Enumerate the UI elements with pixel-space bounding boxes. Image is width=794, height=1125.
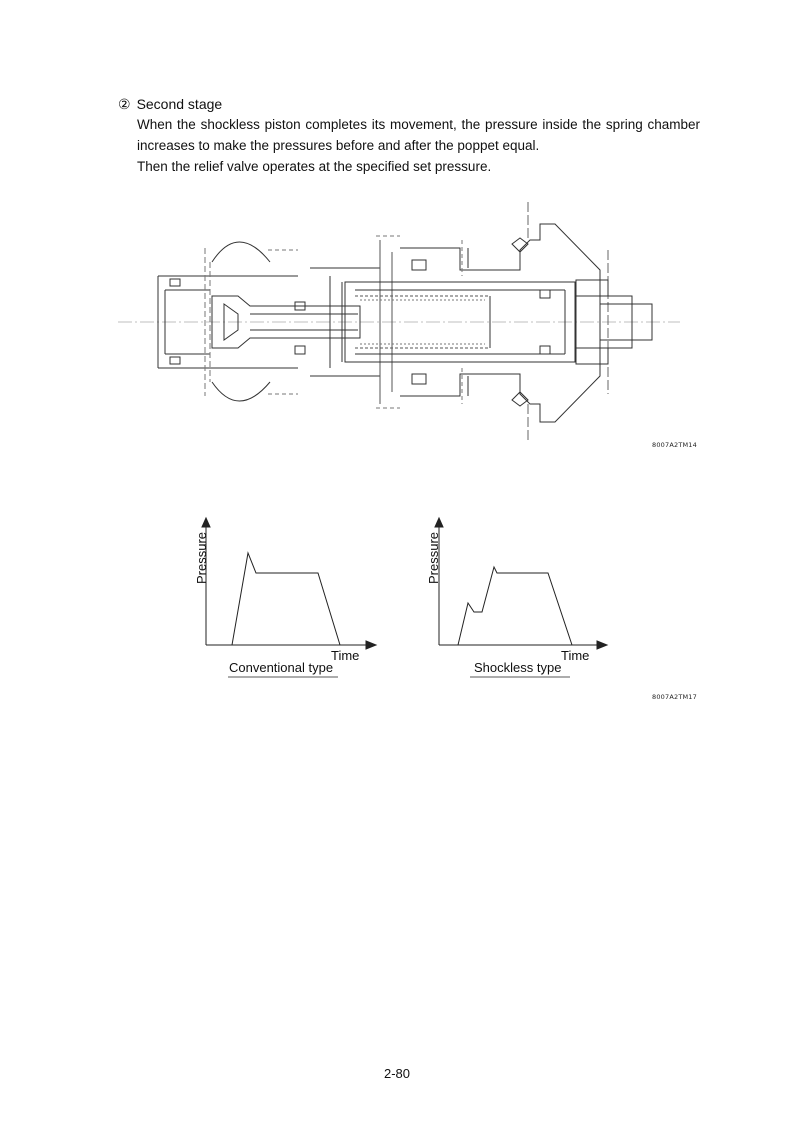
paragraph: Then the relief valve operates at the specified set pressure. bbox=[137, 159, 492, 174]
graph-ylabel: Pressure bbox=[194, 531, 209, 584]
paragraph: When the shockless piston completes its movement, the pressure inside the spring chamber increases to make the pressures before and after the poppet equal. bbox=[137, 117, 700, 153]
section-marker: ② bbox=[118, 96, 131, 112]
conventional-graph-axes bbox=[202, 518, 376, 649]
conventional-pressure-curve bbox=[232, 553, 340, 645]
figure-code: 8007A2TM14 bbox=[652, 441, 697, 449]
graph-caption: Conventional type bbox=[229, 660, 334, 675]
graph-ylabel: Pressure bbox=[426, 531, 441, 584]
section-title: Second stage bbox=[136, 96, 223, 112]
figure-code: 8007A2TM17 bbox=[652, 693, 697, 701]
shockless-pressure-curve bbox=[458, 567, 572, 645]
page-number: 2-80 bbox=[383, 1066, 411, 1081]
graph-caption: Shockless type bbox=[474, 660, 562, 675]
graph-xlabel: Time bbox=[561, 648, 590, 663]
shockless-graph-axes bbox=[435, 518, 607, 649]
graph-xlabel: Time bbox=[331, 648, 360, 663]
